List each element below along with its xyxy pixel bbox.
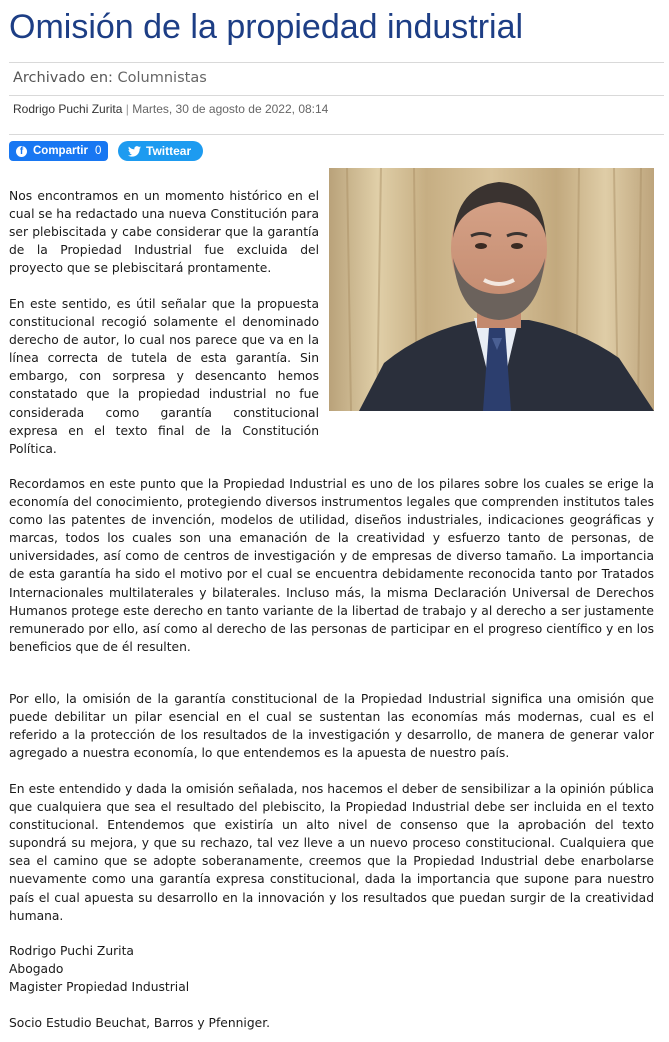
share-count: 0 <box>94 145 102 157</box>
twitter-bird-icon <box>128 146 141 157</box>
paragraph-4: Por ello, la omisión de la garantía constitucional de la Propiedad Industrial significa una omisión que puede debilitar un pilar esencial en el cual se sustentan las economías más modernas, cual es el referido a la protección de los resultados de la investigación y desarrollo, de manera de generar valor agregado a nuestra economía, lo que entendemos es la apuesta de nuestro país. <box>9 692 654 761</box>
divider <box>9 134 664 135</box>
paragraph-3: Recordamos en este punto que la Propiedad Industrial es uno de los pilares sobre los cuales se erige la economía del conocimiento, protegiendo diversos instrumentos legales que comprenden institutos tales como las patentes de invención, modelos de utilidad, diseños industriales, indicaciones geográficas y marcas, todos los cuales son una emanación de la creatividad y esfuerzo tanto de personas, de universidades, así como de centros de investigación y de empresas de diverso tamaño. La importancia de esta garantía ha sido el motivo por el cual se encuentra debidamente reconocida tanto por Tratados Internacionales multilaterales y bilaterales. Incluso más, la misma Declaración Universal de Derechos Humanos protege este derecho en tanto variante de la libertad de trabajo y al derecho a ser justamente remunerado por ello, así como al derecho de las personas de participar en el progreso científico y en los beneficios que de él resulten. <box>9 477 654 654</box>
signature-name: Rodrigo Puchi Zurita <box>9 944 134 958</box>
author-name: Rodrigo Puchi Zurita <box>13 102 123 116</box>
article-title: Omisión de la propiedad industrial <box>9 8 524 46</box>
twitter-share-button[interactable] <box>118 141 203 161</box>
paragraph-2: En este sentido, es útil señalar que la propuesta constitucional recogió solamente el denominado derecho de autor, lo cual nos parece que va en la línea correcta de tutela de esta garantía. Sin embargo, con sorpresa y desencanto hemos constatado que la propiedad industrial no fue considerada como garantía constitucional expresa en el texto final de la Constitución Política. <box>9 297 319 456</box>
archive-label: Archivado en: <box>13 70 113 86</box>
facebook-icon: f <box>16 146 27 157</box>
publish-date: Martes, 30 de agosto de 2022, 08:14 <box>132 102 329 116</box>
facebook-share-label: Compartir <box>33 145 88 157</box>
byline-separator: | <box>125 102 129 116</box>
signature-role: Abogado <box>9 962 64 976</box>
paragraph-5: En este entendido y dada la omisión señalada, nos hacemos el deber de sensibilizar a la opinión pública que cualquiera que sea el resultado del plebiscito, la Propiedad Industrial debe ser incluida en el texto constitucional. Entendemos que existiría un alto nivel de consenso que la aprobación del texto supondrá su mejora, y que su rechazo, tal vez lleve a un nuevo proceso constitucional. Cualquiera que sea el camino que se adopte soberanamente, creemos que la Propiedad Industrial debe enarbolarse nuevamente como una garantía expresa constitucional, dada la importancia que supone para nuestro país el cual apuesta su desarrollo en la innovación y los resultados que puedan surgir de la creatividad humana. <box>9 782 654 923</box>
twitter-share-label: Twittear <box>146 144 192 158</box>
archive-category-link[interactable]: Columnistas <box>117 70 207 86</box>
divider <box>9 62 664 63</box>
author-portrait <box>329 168 654 411</box>
author-photo <box>329 168 654 411</box>
archive-line <box>13 70 207 86</box>
paragraph-1: Nos encontramos en un momento histórico en el cual se ha redactado una nueva Constitución para ser plebiscitada y cabe considerar que la garantía de la Propiedad Industrial fue excluida del proyecto que se plebiscitará prontamente. <box>9 189 319 276</box>
facebook-share-button[interactable] <box>9 141 108 161</box>
signature-degree: Magister Propiedad Industrial <box>9 980 190 994</box>
signature-firm: Socio Estudio Beuchat, Barros y Pfenniger. <box>9 1016 271 1030</box>
byline <box>13 102 328 116</box>
divider <box>9 95 664 96</box>
